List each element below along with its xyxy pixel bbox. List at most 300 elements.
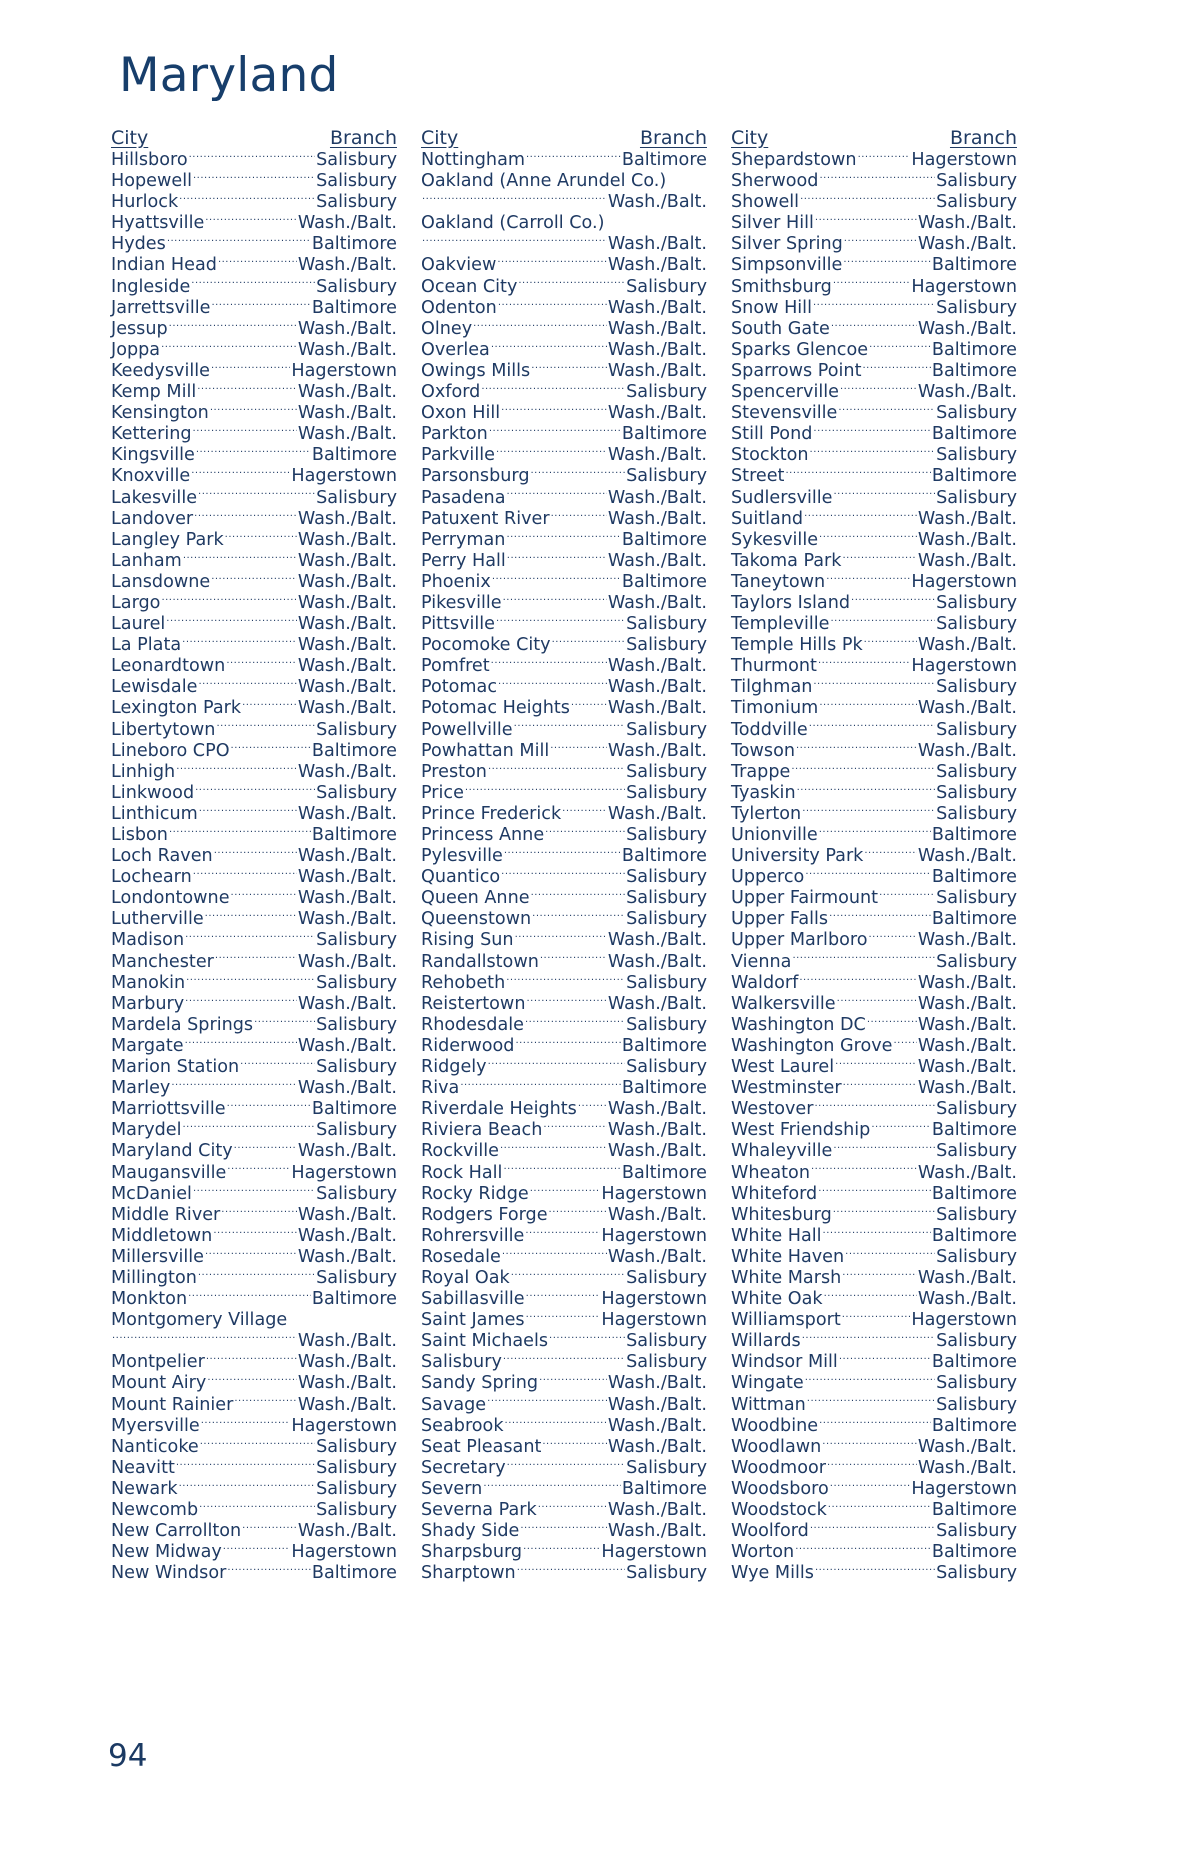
branch-name: Salisbury xyxy=(626,1563,707,1584)
dot-leader xyxy=(227,1564,311,1578)
dot-leader xyxy=(833,1142,935,1156)
table-row xyxy=(111,255,397,276)
branch-name: Wash./Balt. xyxy=(297,571,397,592)
branch-name: Salisbury xyxy=(316,719,397,740)
city-name: Smithsburg xyxy=(731,276,832,297)
city-name: Rising Sun xyxy=(421,930,514,951)
branch-name: Wash./Balt. xyxy=(297,909,397,930)
branch-name: Wash./Balt. xyxy=(917,213,1017,234)
dot-leader xyxy=(842,1311,911,1325)
table-row xyxy=(731,1373,1017,1394)
branch-name: Salisbury xyxy=(626,382,707,403)
city-name: Lexington Park xyxy=(111,698,242,719)
city-name: Sandy Spring xyxy=(421,1373,539,1394)
branch-name: Wash./Balt. xyxy=(917,234,1017,255)
dot-leader xyxy=(862,362,930,376)
table-row xyxy=(421,1416,707,1437)
city-name: Riverdale Heights xyxy=(421,1099,577,1120)
branch-name: Wash./Balt. xyxy=(607,487,707,508)
city-name: Prince Frederick xyxy=(421,803,562,824)
dot-leader xyxy=(182,636,297,650)
city-name: Tilghman xyxy=(731,677,813,698)
dot-leader xyxy=(211,573,297,587)
branch-name: Wash./Balt. xyxy=(607,403,707,424)
city-name: Stevensville xyxy=(731,403,838,424)
table-row xyxy=(421,846,707,867)
branch-name: Salisbury xyxy=(936,1521,1017,1542)
dot-leader xyxy=(227,1100,311,1114)
city-name: Sudlersville xyxy=(731,487,833,508)
branch-name: Wash./Balt. xyxy=(607,677,707,698)
city-name: Riderwood xyxy=(421,1035,515,1056)
city-name: Suitland xyxy=(731,508,804,529)
branch-name: Wash./Balt. xyxy=(297,339,397,360)
table-row xyxy=(111,677,397,698)
branch-name: Wash./Balt. xyxy=(297,888,397,909)
table-row xyxy=(421,635,707,656)
table-row xyxy=(731,424,1017,445)
branch-name: Baltimore xyxy=(621,424,707,445)
table-row xyxy=(731,1500,1017,1521)
city-name: Woodstock xyxy=(731,1500,827,1520)
branch-name: Baltimore xyxy=(931,1542,1017,1563)
branch-name: Wash./Balt. xyxy=(917,1035,1017,1056)
table-row xyxy=(731,403,1017,424)
dot-leader xyxy=(167,235,311,249)
city-name: Marion Station xyxy=(111,1057,240,1078)
dot-leader xyxy=(807,1396,935,1410)
dot-leader xyxy=(538,1501,607,1515)
city-name: Sparrows Point xyxy=(731,360,862,381)
dot-leader xyxy=(185,995,297,1009)
branch-name: Wash./Balt. xyxy=(607,1204,707,1225)
branch-name: Baltimore xyxy=(311,1563,397,1584)
city-name: Ingleside xyxy=(111,276,191,297)
table-row xyxy=(421,424,707,445)
table-row xyxy=(421,1205,707,1226)
city-name: Lakesville xyxy=(111,487,198,508)
table-row xyxy=(111,888,397,909)
table-row xyxy=(111,192,397,213)
table-row xyxy=(111,635,397,656)
table-row xyxy=(111,1141,397,1162)
dot-leader xyxy=(188,1290,311,1304)
table-row xyxy=(421,1268,707,1289)
branch-name: Wash./Balt. xyxy=(607,1246,707,1267)
branch-name: Salisbury xyxy=(316,192,397,213)
branch-name: Wash./Balt. xyxy=(917,635,1017,656)
city-name: Upper Marlboro xyxy=(731,930,868,951)
dot-leader xyxy=(844,235,917,249)
branch-name: Salisbury xyxy=(936,761,1017,782)
branch-name: Salisbury xyxy=(316,1478,397,1499)
dot-leader xyxy=(186,974,315,988)
branch-name: Wash./Balt. xyxy=(297,1521,397,1542)
dot-leader xyxy=(501,404,607,418)
dot-leader xyxy=(796,742,917,756)
branch-name: Wash./Balt. xyxy=(607,445,707,466)
branch-name: Wash./Balt. xyxy=(607,1521,707,1542)
branch-name: Salisbury xyxy=(936,803,1017,824)
city-name: Marley xyxy=(111,1078,171,1099)
dot-leader xyxy=(234,1142,297,1156)
city-name: Hyattsville xyxy=(111,213,205,234)
branch-name: Salisbury xyxy=(626,825,707,845)
table-row xyxy=(111,509,397,530)
city-name: Manokin xyxy=(111,972,186,993)
city-name: Simpsonville xyxy=(731,255,843,276)
city-name: Rosedale xyxy=(421,1246,501,1267)
branch-name: Salisbury xyxy=(626,761,707,782)
branch-name: Wash./Balt. xyxy=(297,508,397,529)
table-row xyxy=(421,677,707,698)
dot-leader xyxy=(215,953,297,967)
branch-name: Hagerstown xyxy=(291,1415,397,1436)
dot-leader xyxy=(206,1353,297,1367)
dot-leader xyxy=(497,256,607,270)
table-row xyxy=(111,1268,397,1289)
branch-name: Wash./Balt. xyxy=(607,550,707,571)
branch-name: Baltimore xyxy=(621,846,707,867)
dot-leader xyxy=(525,1016,625,1030)
branch-name: Wash./Balt. xyxy=(607,234,707,255)
branch-name: Salisbury xyxy=(626,466,707,487)
dot-leader xyxy=(819,1417,931,1431)
dot-leader xyxy=(171,1079,297,1093)
branch-name: Wash./Balt. xyxy=(297,867,397,888)
table-row xyxy=(111,1184,397,1205)
dot-leader xyxy=(193,172,315,186)
city-name: Landover xyxy=(111,508,194,529)
dot-leader xyxy=(503,594,607,608)
city-name: Ridgely xyxy=(421,1057,487,1078)
table-row xyxy=(111,952,397,973)
branch-name: Wash./Balt. xyxy=(297,677,397,698)
branch-header: Branch xyxy=(329,127,397,149)
dot-leader xyxy=(481,383,625,397)
dot-leader xyxy=(813,678,935,692)
table-row xyxy=(421,741,707,762)
dot-leader xyxy=(207,1374,297,1388)
table-row xyxy=(731,614,1017,635)
table-row xyxy=(731,382,1017,403)
table-row xyxy=(421,171,707,192)
city-name: Silver Hill xyxy=(731,213,814,234)
city-name: Pittsville xyxy=(421,614,495,635)
table-row xyxy=(421,1015,707,1036)
branch-name: Wash./Balt. xyxy=(297,1352,397,1373)
branch-name: Salisbury xyxy=(626,782,707,803)
branch-name: Salisbury xyxy=(316,487,397,508)
branch-name: Salisbury xyxy=(936,297,1017,318)
branch-name: Salisbury xyxy=(316,930,397,951)
branch-name: Wash./Balt. xyxy=(917,698,1017,719)
branch-name: Salisbury xyxy=(316,782,397,803)
city-name: Walkersville xyxy=(731,993,836,1014)
branch-name: Hagerstown xyxy=(291,1162,397,1183)
city-name: Pikesville xyxy=(421,592,502,613)
branch-header: Branch xyxy=(639,127,707,149)
city-name: Takoma Park xyxy=(731,550,842,571)
table-row xyxy=(111,466,397,487)
table-row xyxy=(111,1247,397,1268)
branch-name: Salisbury xyxy=(316,1500,397,1520)
dot-leader xyxy=(867,1016,917,1030)
dot-leader xyxy=(488,1058,626,1072)
city-name: White Oak xyxy=(731,1289,823,1310)
table-row xyxy=(421,213,707,234)
dot-leader xyxy=(864,636,917,650)
table-row xyxy=(421,593,707,614)
city-name: Seabrook xyxy=(421,1415,504,1436)
branch-name: Salisbury xyxy=(626,1014,707,1035)
table-row xyxy=(731,1141,1017,1162)
table-row xyxy=(731,1099,1017,1120)
branch-name: Wash./Balt. xyxy=(297,1204,397,1225)
branch-name: Hagerstown xyxy=(911,1478,1017,1499)
dot-leader xyxy=(871,1121,931,1135)
branch-name: Salisbury xyxy=(936,888,1017,909)
city-name: Towson xyxy=(731,740,795,761)
table-row xyxy=(421,1395,707,1416)
branch-name: Wash./Balt. xyxy=(917,740,1017,761)
table-row xyxy=(111,1205,397,1226)
branch-name: Salisbury xyxy=(626,1057,707,1078)
table-row xyxy=(111,530,397,551)
dot-leader xyxy=(196,446,311,460)
branch-name: Wash./Balt. xyxy=(607,297,707,318)
dot-leader xyxy=(540,953,607,967)
table-row xyxy=(421,994,707,1015)
city-name: Worton xyxy=(731,1542,795,1563)
directory-column-2 xyxy=(421,127,707,1584)
table-row xyxy=(111,488,397,509)
city-name: Oakview xyxy=(421,255,497,276)
branch-name: Wash./Balt. xyxy=(297,1225,397,1246)
dot-leader xyxy=(804,510,917,524)
city-name: Preston xyxy=(421,761,487,782)
city-name: Montpelier xyxy=(111,1352,205,1373)
dot-leader xyxy=(189,151,316,165)
dot-leader xyxy=(489,425,621,439)
table-row xyxy=(111,234,397,255)
dot-leader xyxy=(254,1016,315,1030)
dot-leader xyxy=(198,678,296,692)
dot-leader xyxy=(194,510,297,524)
table-row xyxy=(731,1289,1017,1310)
branch-name: Wash./Balt. xyxy=(297,529,397,550)
city-name: Lansdowne xyxy=(111,571,211,592)
table-row xyxy=(421,656,707,677)
dot-leader xyxy=(827,1459,917,1473)
dot-leader xyxy=(496,615,625,629)
dot-leader xyxy=(893,1037,916,1051)
branch-name: Baltimore xyxy=(311,1099,397,1120)
branch-name: Wash./Balt. xyxy=(297,403,397,424)
city-name: Laurel xyxy=(111,614,166,635)
branch-name: Hagerstown xyxy=(601,1225,707,1246)
table-row xyxy=(421,909,707,930)
city-name: Ocean City xyxy=(421,276,518,297)
branch-name: Wash./Balt. xyxy=(297,803,397,824)
table-row xyxy=(421,150,707,171)
city-name: Sharptown xyxy=(421,1563,516,1584)
page-title: Maryland xyxy=(119,48,339,103)
table-row xyxy=(731,551,1017,572)
city-name: Savage xyxy=(421,1394,487,1415)
branch-name: Salisbury xyxy=(936,1373,1017,1394)
dot-leader xyxy=(496,446,607,460)
city-name: Montgomery Village xyxy=(111,1310,288,1331)
table-row xyxy=(421,255,707,276)
table-row xyxy=(421,1226,707,1247)
dot-leader xyxy=(842,1269,917,1283)
table-row xyxy=(421,382,707,403)
city-name: Rocky Ridge xyxy=(421,1183,529,1204)
dot-leader xyxy=(183,552,297,566)
dot-leader xyxy=(505,1417,607,1431)
dot-leader xyxy=(552,636,626,650)
dot-leader xyxy=(242,699,297,713)
branch-name: Wash./Balt. xyxy=(917,382,1017,403)
city-name: Secretary xyxy=(421,1457,506,1478)
dot-leader xyxy=(532,910,625,924)
branch-name: Salisbury xyxy=(626,867,707,888)
city-name: Loch Raven xyxy=(111,846,213,867)
table-row xyxy=(111,1437,397,1458)
branch-name: Wash./Balt. xyxy=(297,1035,397,1056)
city-name: Waldorf xyxy=(731,972,799,993)
city-name: Oakland (Anne Arundel Co.) xyxy=(421,171,667,192)
city-name: Lineboro CPO xyxy=(111,740,230,761)
dot-leader xyxy=(211,299,310,313)
dot-leader xyxy=(223,1543,291,1557)
table-row xyxy=(731,1458,1017,1479)
table-row xyxy=(111,213,397,234)
city-name: Woodbine xyxy=(731,1415,819,1436)
branch-name: Salisbury xyxy=(936,1331,1017,1352)
dot-leader xyxy=(799,974,917,988)
city-name: Upper Fairmount xyxy=(731,888,879,909)
city-name: Maryland City xyxy=(111,1141,233,1162)
city-name: Lanham xyxy=(111,550,182,571)
branch-name: Salisbury xyxy=(936,782,1017,803)
dot-leader xyxy=(517,1564,625,1578)
branch-name: Baltimore xyxy=(621,1078,707,1099)
dot-leader xyxy=(526,995,606,1009)
dot-leader xyxy=(193,868,297,882)
branch-name: Wash./Balt. xyxy=(297,614,397,635)
city-name: Myersville xyxy=(111,1415,200,1436)
table-row xyxy=(111,403,397,424)
city-name: Maugansville xyxy=(111,1162,227,1183)
city-name: West Laurel xyxy=(731,1057,835,1078)
branch-name: Wash./Balt. xyxy=(607,1415,707,1436)
dot-leader xyxy=(831,615,936,629)
dot-leader xyxy=(571,699,607,713)
branch-name: Wash./Balt. xyxy=(607,192,707,213)
dot-leader xyxy=(112,1332,297,1346)
city-name: Price xyxy=(421,782,464,803)
branch-name: Baltimore xyxy=(311,740,397,761)
branch-name: Hagerstown xyxy=(911,571,1017,592)
table-row xyxy=(111,1416,397,1437)
dot-leader xyxy=(511,1269,625,1283)
table-row xyxy=(421,698,707,719)
table-row xyxy=(731,804,1017,825)
branch-name: Salisbury xyxy=(936,614,1017,635)
branch-name: Salisbury xyxy=(936,592,1017,613)
city-name: Lisbon xyxy=(111,825,168,845)
branch-name: Salisbury xyxy=(936,1099,1017,1120)
city-name: Wingate xyxy=(731,1373,804,1394)
branch-name: Salisbury xyxy=(626,614,707,635)
table-row xyxy=(731,361,1017,382)
branch-name: Hagerstown xyxy=(911,1310,1017,1331)
table-row xyxy=(421,952,707,973)
branch-name: Salisbury xyxy=(936,951,1017,972)
city-name: New Windsor xyxy=(111,1563,227,1584)
city-name: Lutherville xyxy=(111,909,204,930)
dot-leader xyxy=(531,362,607,376)
table-row xyxy=(731,656,1017,677)
table-row xyxy=(731,234,1017,255)
dot-leader xyxy=(166,615,297,629)
table-row xyxy=(421,762,707,783)
dot-leader xyxy=(842,552,916,566)
branch-name: Salisbury xyxy=(316,1457,397,1478)
dot-leader xyxy=(802,1332,935,1346)
table-row xyxy=(421,277,707,298)
branch-name: Wash./Balt. xyxy=(917,846,1017,867)
branch-name: Wash./Balt. xyxy=(917,1289,1017,1310)
city-name: Jessup xyxy=(111,318,168,339)
branch-name: Hagerstown xyxy=(291,1542,397,1563)
branch-name: Wash./Balt. xyxy=(297,255,397,276)
dot-leader xyxy=(818,1185,931,1199)
table-row xyxy=(731,509,1017,530)
branch-name: Wash./Balt. xyxy=(607,339,707,360)
city-name: Lewisdale xyxy=(111,677,198,698)
table-row xyxy=(111,1395,397,1416)
branch-name: Wash./Balt. xyxy=(607,1099,707,1120)
table-row xyxy=(111,424,397,445)
dot-leader xyxy=(545,826,625,840)
dot-leader xyxy=(869,931,917,945)
dot-leader xyxy=(240,1058,315,1072)
branch-name: Hagerstown xyxy=(601,1310,707,1331)
branch-name: Wash./Balt. xyxy=(607,930,707,951)
city-name: Parkton xyxy=(421,424,488,445)
city-name: Princess Anne xyxy=(421,825,545,845)
city-name: Oakland (Carroll Co.) xyxy=(421,213,605,234)
branch-name: Salisbury xyxy=(936,1141,1017,1162)
table-row xyxy=(111,1352,397,1373)
branch-name: Wash./Balt. xyxy=(297,846,397,867)
dot-leader xyxy=(492,573,621,587)
table-row xyxy=(731,825,1017,846)
city-name: Phoenix xyxy=(421,571,491,592)
city-name: Hurlock xyxy=(111,192,179,213)
city-name: Newcomb xyxy=(111,1500,199,1520)
table-row xyxy=(421,1036,707,1057)
dot-leader xyxy=(185,1037,297,1051)
dot-leader xyxy=(507,552,607,566)
column-header xyxy=(731,127,1017,150)
dot-leader xyxy=(199,1501,315,1515)
city-name: Libertytown xyxy=(111,719,216,740)
table-row xyxy=(421,509,707,530)
